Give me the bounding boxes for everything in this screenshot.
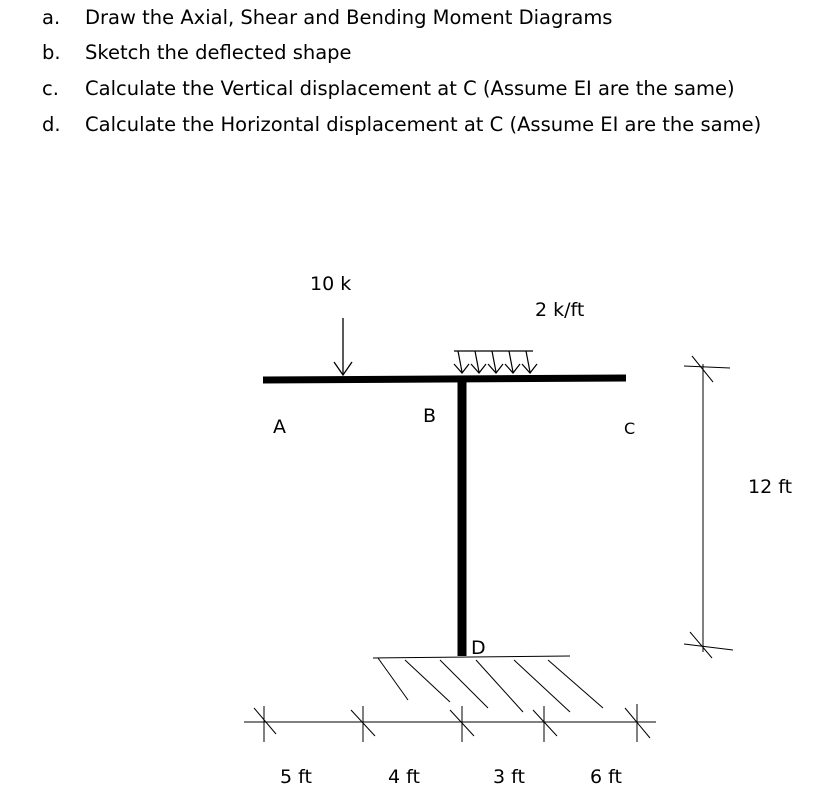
height-dimension-label: 12 ft (748, 476, 793, 498)
distributed-load-label: 2 k/ft (535, 299, 585, 321)
question-letter: c. (42, 77, 59, 100)
span-1-label: 5 ft (280, 766, 312, 785)
question-letter: a. (42, 6, 61, 29)
question-letter: d. (42, 113, 61, 136)
point-load-arrow (334, 318, 352, 375)
span-dimension (244, 704, 656, 742)
span-3-label: 3 ft (493, 766, 525, 785)
node-a-label: A (273, 416, 286, 438)
span-4-label: 6 ft (590, 766, 622, 785)
node-d-label: D (471, 637, 486, 659)
question-text: Calculate the Horizontal displacement at C (Assume EI are the same) (85, 113, 762, 136)
node-b-label: B (423, 405, 437, 427)
height-dimension (684, 356, 733, 658)
beam-abc (263, 378, 626, 380)
point-load-label: 10 k (310, 273, 352, 295)
node-c-label: C (624, 419, 636, 438)
question-text: Sketch the deflected shape (85, 41, 352, 64)
question-letter: b. (42, 41, 61, 64)
span-2-label: 4 ft (388, 766, 420, 785)
question-text: Draw the Axial, Shear and Bending Moment Diagrams (85, 6, 613, 29)
fixed-support-d (373, 656, 603, 712)
distributed-load (454, 351, 537, 373)
question-text: Calculate the Vertical displacement at C (Assume EI are the same) (85, 77, 735, 100)
